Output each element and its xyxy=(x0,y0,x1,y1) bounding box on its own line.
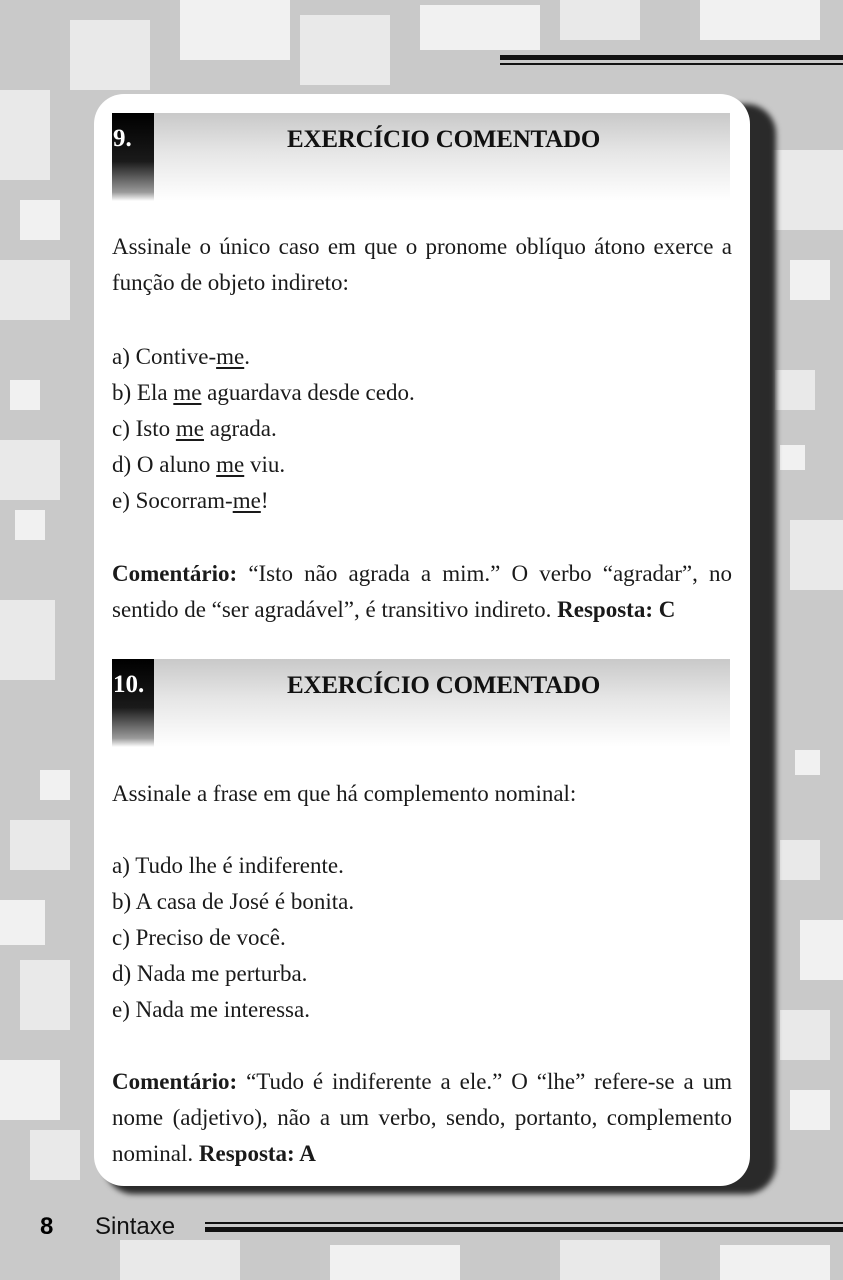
answer-label: Resposta: A xyxy=(198,1141,316,1166)
answer-label: Resposta: C xyxy=(557,597,676,622)
exercise-header xyxy=(112,113,730,201)
exercise-title: EXERCÍCIO COMENTADO xyxy=(287,126,601,153)
exercise-question: Assinale a frase em que há complemento nominal: xyxy=(112,781,577,806)
exercise-question: Assinale o único caso em que o pronome oblíquo átono exerce a função de objeto indireto: xyxy=(112,234,732,295)
exercise-header xyxy=(112,659,730,747)
exercise-number: 10. xyxy=(112,659,154,747)
comment-label: Comentário: xyxy=(112,1069,238,1094)
exercise-number: 9. xyxy=(112,113,154,201)
options-list xyxy=(112,848,732,1028)
option-e: e) Socorram-me! xyxy=(112,488,269,513)
section-title: Sintaxe xyxy=(95,1213,176,1240)
option-d: d) Nada me perturba. xyxy=(112,961,308,986)
top-decorative-rule xyxy=(500,55,843,65)
option-b: b) Ela me aguardava desde cedo. xyxy=(112,380,415,405)
option-a: a) Contive-me. xyxy=(112,344,250,369)
options-list xyxy=(112,339,732,519)
exercise-title: EXERCÍCIO COMENTADO xyxy=(287,672,601,699)
option-d: d) O aluno me viu. xyxy=(112,452,286,477)
option-a: a) Tudo lhe é indiferente. xyxy=(112,853,344,878)
exercise-comment: Comentário: “Tudo é indiferente a ele.” O “lhe” refere-se a um nome (adjetivo), não a um verbo, sendo, portanto, complemento nominal. Resposta: A xyxy=(112,1069,732,1166)
option-e: e) Nada me interessa. xyxy=(112,997,310,1022)
option-c: c) Isto me agrada. xyxy=(112,416,277,441)
comment-label: Comentário: xyxy=(112,561,238,586)
option-c: c) Preciso de você. xyxy=(112,925,286,950)
bottom-decorative-rule xyxy=(205,1222,843,1232)
exercise-comment: Comentário: “Isto não agrada a mim.” O verbo “agradar”, no sentido de “ser agradável”, é transitivo indireto. Resposta: C xyxy=(112,561,732,622)
page-number: 8 xyxy=(40,1213,54,1240)
option-b: b) A casa de José é bonita. xyxy=(112,889,355,914)
